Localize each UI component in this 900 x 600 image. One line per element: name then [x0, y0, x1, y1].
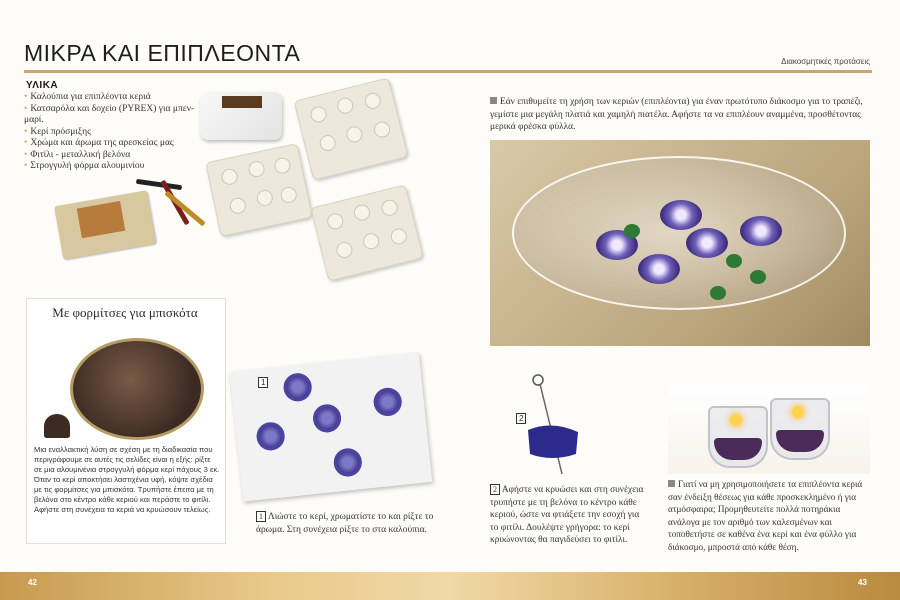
right-intro-text: Εάν επιθυμείτε τη χρήση των κεριών (επιπλέοντα) για έναν πρωτότυπο διάκοσμο για το τραπέζι, γεμίστε μια μεγάλη πλατιά και χαμηλή πιατέλα. Αφήστε τα να επιπλέουν αναμμένα, προσθέτοντας μερικά φρέσκα φύλλα. — [490, 97, 863, 132]
wick-package-photo — [54, 190, 156, 260]
materials-item: • Κατσαρόλα και δοχείο (PYREX) για μπεν-μαρί. — [24, 104, 199, 127]
mold-tray-photo — [294, 77, 409, 180]
footer-band — [0, 572, 900, 600]
heart-shape — [44, 414, 70, 438]
step1-number: 1 — [256, 511, 266, 522]
step1-photo — [230, 352, 433, 501]
materials-item: • Χρώμα και άρωμα της αρεσκείας μας — [24, 138, 199, 150]
left-page-number: 42 — [28, 578, 37, 587]
bullet-square — [668, 480, 675, 487]
box-text: Μια εναλλακτική λύση σε σχέση με τη διαδικασία που περιγράφουμε σε αυτές τις σελίδες είναι η εξής: ρίξτε σε μια αλουμινένια στρογγυλή φόρμα κερί πάχους 3 εκ. Όταν το κερί αποκτήσει λαστιχένια υφή, κόψτε σχέδια με τις φορμίτσες για μπισκότα. Τρυπήστε έπειτα με τη βελόνα στο κέντρο κάθε κεριού και περάστε το φιτίλι. Αφήστε στη συνέχεια τα κεριά να κρυώσουν τελείως. — [34, 445, 220, 514]
materials-item: • Κερί πρόσμιξης — [24, 127, 199, 139]
materials-item: • Φιτίλι - μεταλλική βελόνα — [24, 150, 199, 162]
wax-bag-photo — [200, 92, 282, 140]
materials-item: • Στρογγυλή φόρμα αλουμινίου — [24, 161, 199, 173]
step2-number: 2 — [490, 484, 500, 495]
color-stick — [136, 179, 182, 190]
section-label: Διακοσμητικές προτάσεις — [781, 57, 870, 66]
materials-item: • Καλούπια για επιπλέοντα κεριά — [24, 92, 199, 104]
needle-candle-photo — [520, 370, 590, 480]
step2-text — [490, 484, 650, 547]
mold-tray-photo — [205, 143, 313, 237]
page-title: ΜΙΚΡΑ ΚΑΙ ΕΠΙΠΛΕΟΝΤΑ — [24, 40, 301, 66]
step2-photo-label: 2 — [516, 413, 526, 424]
step2-instructions: Αφήστε να κρυώσει και στη συνέχεια τρυπήστε με τη βελόνα το κέντρο κάθε κεριού, ώστε να φτιάξετε την εσοχή για το φιτίλι. Δουλέψτε γρήγορα: το κερί κρυώνοντας θα παγιδεύσει το φιτίλι. — [490, 485, 644, 545]
title-rule — [24, 70, 872, 73]
step1-photo-label: 1 — [258, 377, 268, 388]
place-card-instructions: Γιατί να μη χρησιμοποιήσετε τα επιπλέοντα κεριά σαν ένδειξη θέσεως για κάθε προσκεκλημένο ή για ατμόσφαιρα; Προμηθευτείτε πολλά ποτηράκια ανάλογα με τον αριθμό των καλεσμένων και τοποθετήστε σε καθένα ένα κερί και ένα φύλλο για διάκοσμο, μπροστά από κάθε θέση. — [668, 479, 863, 552]
mold-tray-photo — [310, 184, 423, 281]
bullet-square — [490, 97, 497, 104]
place-card-text — [668, 478, 872, 553]
step1-text — [256, 510, 436, 537]
right-intro — [490, 96, 872, 134]
box-title: Με φορμίτσες για μπισκότα — [52, 305, 198, 320]
glass-bowl — [512, 156, 846, 310]
glass-candles-photo — [668, 384, 870, 474]
right-page-number: 43 — [858, 578, 867, 587]
materials-heading: ΥΛΙΚΑ — [26, 80, 59, 91]
cookie-cutter-photo — [70, 338, 204, 440]
step1-instructions: Λιώστε το κερί, χρωματίστε το και ρίξτε το άρωμα. Στη συνέχεια ρίξτε το στα καλούπια. — [256, 512, 434, 535]
materials-list — [24, 92, 199, 173]
